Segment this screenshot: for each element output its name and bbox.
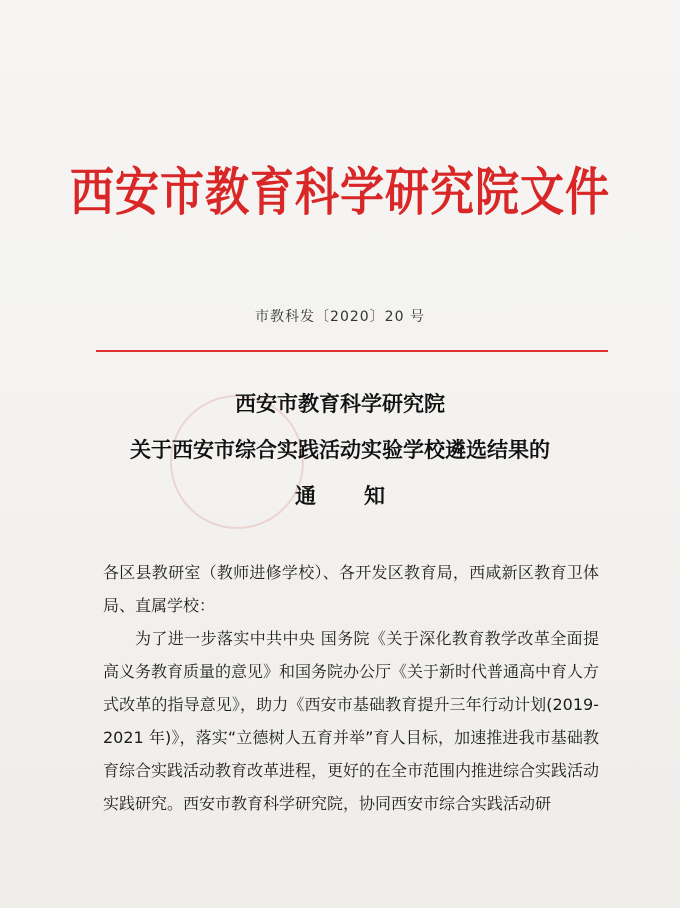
red-divider-line [96,350,608,352]
notice-heading-line-1: 西安市教育科学研究院 [235,391,445,416]
document-header-title: 西安市教育科学研究院文件 [70,162,610,224]
addressee-text: 各区县教研室（教师进修学校）、各开发区教育局，西咸新区教育卫体局、直属学校： [103,563,599,615]
body-paragraph-1: 为了进一步落实中共中央 国务院《关于深化教育教学改革全面提高义务教育质量的意见》和国务院办公厅《关于新时代普通高中育人方式改革的指导意见》，助力《西安市基础教育提升三年行动计划(2019-2021 年)》，落实“立德树人五育并举”育人目标，加速推进我市基础教育综合实践活动教育改革进程，更好的在全市范围内推进综合实践活动实践研究。西安市教育科学研究院，协同西安市综合实践活动研 [103,629,600,813]
notice-heading-line-2: 关于西安市综合实践活动实验学校遴选结果的 [130,437,550,462]
document-number: 市教科发〔2020〕20 号 [255,309,425,325]
notice-heading-line-3: 通知 [295,483,433,508]
